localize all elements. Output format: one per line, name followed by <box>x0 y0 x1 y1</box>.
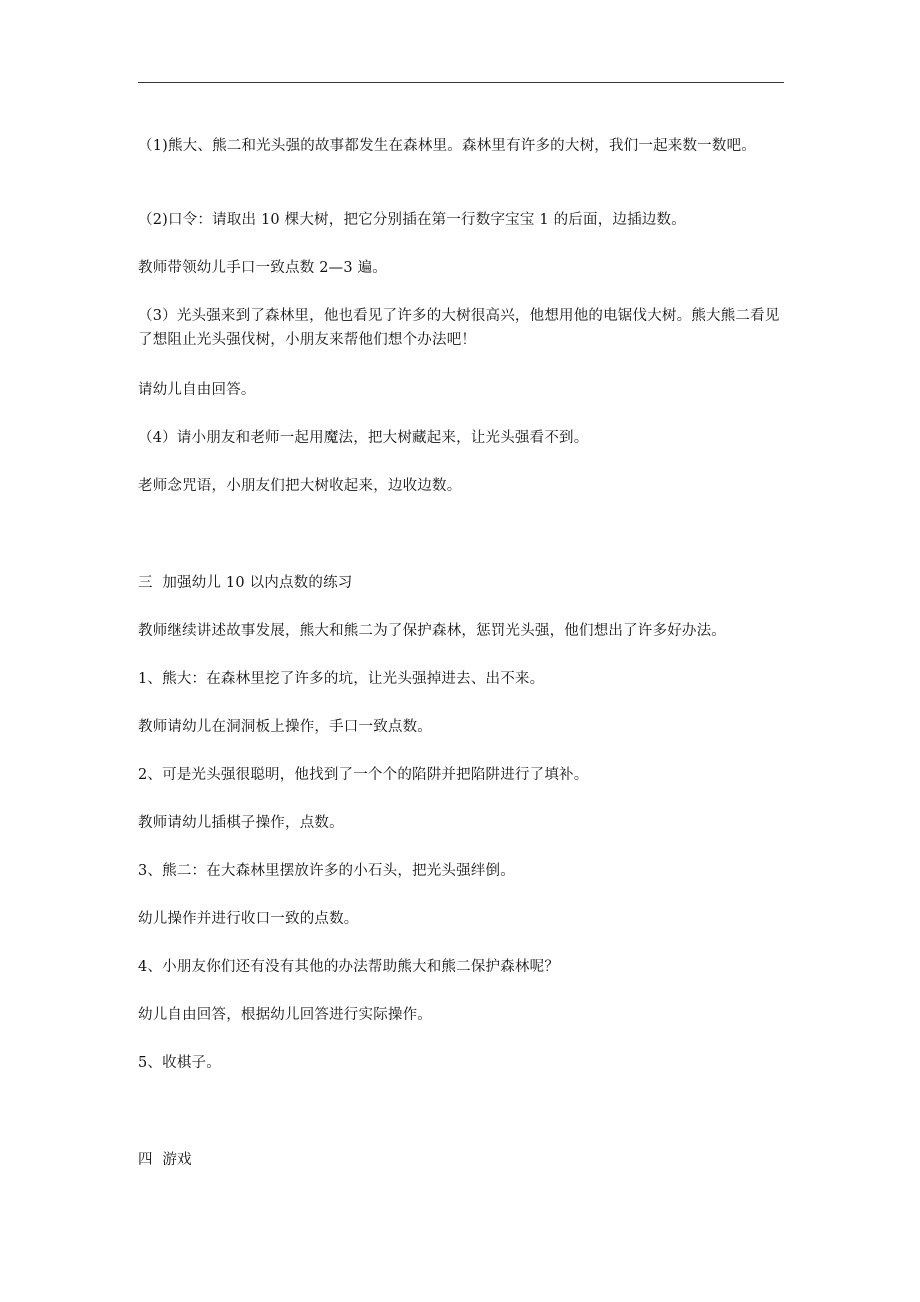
paragraph-16: 幼儿自由回答，根据幼儿回答进行实际操作。 <box>138 1007 432 1023</box>
paragraph-6: （4）请小朋友和老师一起用魔法，把大树藏起来，让光头强看不到。 <box>138 430 589 446</box>
paragraph-15: 4、小朋友你们还有没有其他的办法帮助熊大和熊二保护森林呢？ <box>138 959 560 975</box>
paragraph-11: 2、可是光头强很聪明，他找到了一个个的陷阱并把陷阱进行了填补。 <box>138 767 589 783</box>
paragraph-7: 老师念咒语，小朋友们把大树收起来，边收边数。 <box>138 478 462 494</box>
paragraph-4: （3）光头强来到了森林里，他也看见了许多的大树很高兴，他想用他的电锯伐大树。熊大熊二看见了想阻止光头强伐树，小朋友来帮他们想个办法吧！ <box>138 308 780 348</box>
paragraph-8: 教师继续讲述故事发展，熊大和熊二为了保护森林，惩罚光头强，他们想出了许多好办法。 <box>138 623 726 639</box>
paragraph-17: 5、收棋子。 <box>138 1055 221 1071</box>
paragraph-9: 1、熊大：在森林里挖了许多的坑，让光头强掉进去、出不来。 <box>138 671 545 687</box>
section-heading-3: 三 加强幼儿 10 以内点数的练习 <box>138 575 353 591</box>
paragraph-3: 教师带领幼儿手口一致点数 2—3 遍。 <box>138 260 387 276</box>
paragraph-13: 3、熊二：在大森林里摆放许多的小石头，把光头强绊倒。 <box>138 863 515 879</box>
paragraph-2: （2)口令：请取出 10 棵大树，把它分别插在第一行数字宝宝 1 的后面，边插边数。 <box>138 212 686 228</box>
paragraph-10: 教师请幼儿在洞洞板上操作，手口一致点数。 <box>138 719 432 735</box>
paragraph-12: 教师请幼儿插棋子操作，点数。 <box>138 815 344 831</box>
paragraph-1: （1)熊大、熊二和光头强的故事都发生在森林里。森林里有许多的大树，我们一起来数一数吧。 <box>138 138 756 154</box>
section-heading-4: 四 游戏 <box>138 1152 192 1168</box>
paragraph-5: 请幼儿自由回答。 <box>138 382 256 398</box>
document-body <box>138 0 788 1302</box>
paragraph-14: 幼儿操作并进行收口一致的点数。 <box>138 911 359 927</box>
